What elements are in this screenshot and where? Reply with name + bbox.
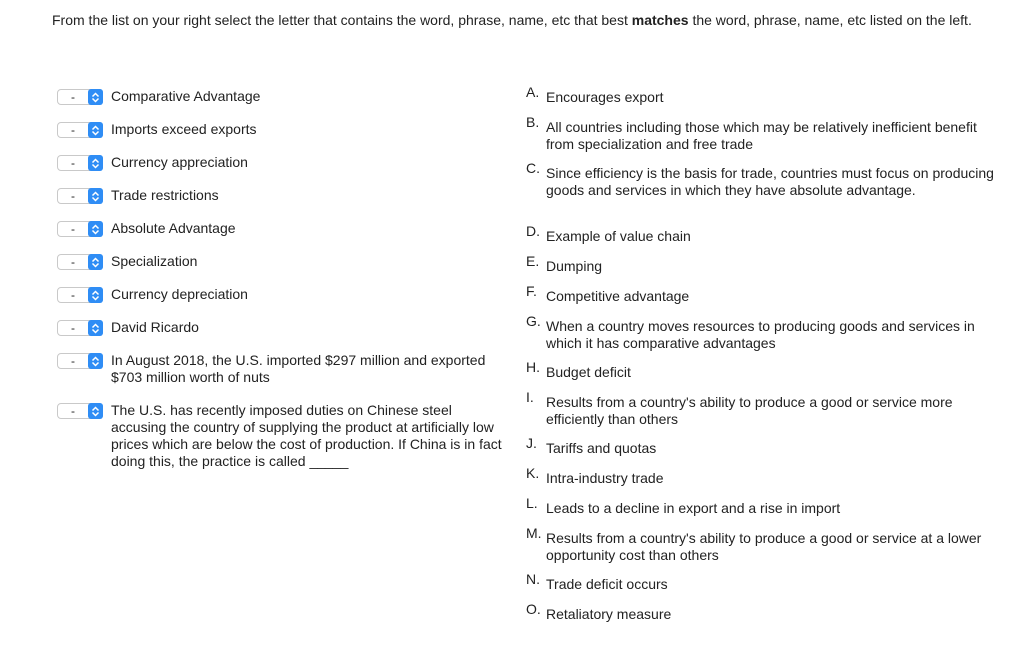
question-row xyxy=(57,155,506,171)
answer-text: Since efficiency is the basis for trade, countries must focus on producing goods and services in which they have absolute advantage. xyxy=(546,165,994,198)
question-row xyxy=(57,320,506,336)
answer-select[interactable] xyxy=(57,353,103,369)
question-row xyxy=(57,221,506,237)
select-value: - xyxy=(71,90,75,104)
answer-text: Leads to a decline in export and a rise in import xyxy=(546,500,841,516)
answer-option xyxy=(526,465,996,487)
answer-letter: C. xyxy=(526,160,540,176)
answer-text: Retaliatory measure xyxy=(546,606,672,622)
select-value: - xyxy=(71,321,75,335)
select-arrows-icon xyxy=(88,403,103,419)
answer-letter: D. xyxy=(526,223,540,239)
answer-text: Example of value chain xyxy=(546,228,691,244)
answer-letter: L. xyxy=(526,495,538,511)
question-row xyxy=(57,122,506,138)
answer-select[interactable] xyxy=(57,287,103,303)
question-text: Comparative Advantage xyxy=(111,88,261,104)
answer-letter: A. xyxy=(526,84,540,100)
select-arrows-icon xyxy=(88,188,103,204)
answer-option xyxy=(526,160,996,199)
question-text: The U.S. has recently imposed duties on Chinese steel accusing the country of supplying the product at artificially low prices which are below the cost of production. If China is in fact doing this, the practice is called _____ xyxy=(111,402,502,469)
instructions-text-end: the word, phrase, name, etc listed on the left. xyxy=(688,12,972,28)
answer-letter: J. xyxy=(526,435,537,451)
answer-letter: I. xyxy=(526,389,534,405)
select-value: - xyxy=(71,123,75,137)
question-row xyxy=(57,188,506,204)
answer-text: Encourages export xyxy=(546,89,664,105)
answer-letter: O. xyxy=(526,601,541,617)
question-row xyxy=(57,403,506,470)
select-value: - xyxy=(71,189,75,203)
instructions xyxy=(52,12,997,29)
answer-option xyxy=(526,389,996,428)
answer-letter: M. xyxy=(526,525,542,541)
answer-text: When a country moves resources to producing goods and services in which it has comparative advantages xyxy=(546,318,975,351)
question-text: Specialization xyxy=(111,253,198,269)
answer-text: Results from a country's ability to produce a good or service at a lower opportunity cost than others xyxy=(546,530,982,563)
answer-letter: E. xyxy=(526,253,540,269)
answer-select[interactable] xyxy=(57,254,103,270)
answer-letter: H. xyxy=(526,359,540,375)
answer-option xyxy=(526,283,996,305)
answer-letter: K. xyxy=(526,465,540,481)
answer-select[interactable] xyxy=(57,155,103,171)
answer-select[interactable] xyxy=(57,221,103,237)
question-text: Absolute Advantage xyxy=(111,220,236,236)
question-text: Imports exceed exports xyxy=(111,121,257,137)
answer-select[interactable] xyxy=(57,320,103,336)
answer-letter: B. xyxy=(526,114,540,130)
answer-option xyxy=(526,253,996,275)
select-arrows-icon xyxy=(88,353,103,369)
select-arrows-icon xyxy=(88,221,103,237)
instructions-text: From the list on your right select the letter that contains the word, phrase, name, etc that best xyxy=(52,12,632,28)
answer-text: Intra-industry trade xyxy=(546,470,664,486)
select-arrows-icon xyxy=(88,287,103,303)
question-row xyxy=(57,353,506,386)
answer-text: Tariffs and quotas xyxy=(546,440,657,456)
answer-letter: N. xyxy=(526,571,540,587)
answer-option xyxy=(526,359,996,381)
select-arrows-icon xyxy=(88,320,103,336)
answer-option xyxy=(526,525,996,564)
answer-select[interactable] xyxy=(57,89,103,105)
answer-text: Results from a country's ability to produce a good or service more efficiently than others xyxy=(546,394,953,427)
question-text: Currency depreciation xyxy=(111,286,248,302)
select-arrows-icon xyxy=(88,89,103,105)
question-row xyxy=(57,287,506,303)
question-row xyxy=(57,254,506,270)
answer-select[interactable] xyxy=(57,403,103,419)
answer-select[interactable] xyxy=(57,188,103,204)
answer-option xyxy=(526,114,996,153)
instructions-bold: matches xyxy=(631,12,689,28)
question-text: Trade restrictions xyxy=(111,187,219,203)
answer-text: Trade deficit occurs xyxy=(546,576,668,592)
answer-select[interactable] xyxy=(57,122,103,138)
select-arrows-icon xyxy=(88,122,103,138)
question-text: In August 2018, the U.S. imported $297 million and exported $703 million worth of nuts xyxy=(111,352,486,385)
answer-option xyxy=(526,84,996,106)
answer-letter: G. xyxy=(526,313,541,329)
select-value: - xyxy=(71,156,75,170)
answer-text: Competitive advantage xyxy=(546,288,690,304)
answer-text: Budget deficit xyxy=(546,364,631,380)
answer-text: All countries including those which may be relatively inefficient benefit from specialization and free trade xyxy=(546,119,977,152)
select-value: - xyxy=(71,288,75,302)
select-value: - xyxy=(71,255,75,269)
answer-option xyxy=(526,313,996,352)
select-arrows-icon xyxy=(88,254,103,270)
answer-option xyxy=(526,223,996,245)
answer-letter: F. xyxy=(526,283,537,299)
question-text: Currency appreciation xyxy=(111,154,248,170)
select-value: - xyxy=(71,222,75,236)
answer-option xyxy=(526,495,996,517)
select-value: - xyxy=(71,404,75,418)
answer-option xyxy=(526,435,996,457)
question-row xyxy=(57,89,506,105)
answer-option xyxy=(526,601,996,623)
question-text: David Ricardo xyxy=(111,319,199,335)
select-value: - xyxy=(71,354,75,368)
answer-text: Dumping xyxy=(546,258,603,274)
answer-option xyxy=(526,571,996,593)
select-arrows-icon xyxy=(88,155,103,171)
